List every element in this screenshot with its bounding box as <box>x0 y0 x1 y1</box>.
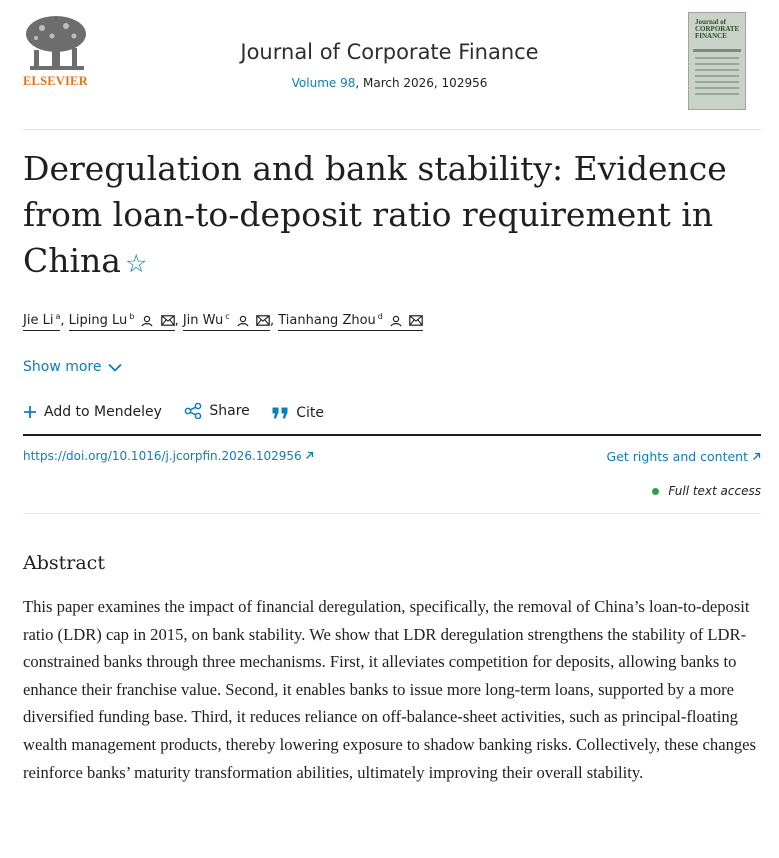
quote-icon <box>272 407 289 419</box>
doi-text: https://doi.org/10.1016/j.jcorpfin.2026.102956 <box>23 449 302 463</box>
external-link-icon <box>305 451 314 460</box>
issue-details: , March 2026, 102956 <box>355 76 488 90</box>
header-divider <box>23 129 761 130</box>
article-actions <box>23 403 342 423</box>
author-affiliation-sup: d <box>377 312 383 321</box>
journal-cover-thumbnail[interactable] <box>688 12 746 110</box>
journal-title[interactable]: Journal of Corporate Finance <box>240 40 539 64</box>
chevron-down-icon <box>108 363 122 372</box>
cover-title: Journal of CORPORATE FINANCE <box>695 18 740 40</box>
cite-label: Cite <box>296 405 325 421</box>
author-name: Jie Li <box>23 313 54 329</box>
article-title <box>23 146 763 287</box>
envelope-icon <box>161 315 175 326</box>
author-list: Jie Li $^a$, Liping Lu $^b$ , Jin Wu $^c$ , Tianhang Zhou $^d$ <box>23 312 423 328</box>
volume-link[interactable]: Volume 98 <box>291 76 356 90</box>
cover-band <box>693 49 741 52</box>
envelope-icon <box>256 315 270 326</box>
author-jin-wu[interactable] <box>183 313 270 331</box>
person-icon <box>237 315 249 327</box>
elsevier-wordmark[interactable]: ELSEVIER <box>23 74 88 88</box>
add-to-mendeley-label: Add to Mendeley <box>44 404 162 420</box>
envelope-icon <box>409 315 423 326</box>
get-rights-text: Get rights and content <box>606 449 749 464</box>
doi-link[interactable] <box>23 449 314 463</box>
actions-divider <box>23 434 761 436</box>
abstract-text: This paper examines the impact of financial deregulation, specifically, the removal of China’s loan-to-deposit ratio (LDR) cap in 2015, on bank stability. We show that LDR deregulation strengthens the stability of LDR-constrained banks through three mechanisms. First, it alleviates competition for deposits, allowing banks to enhance their franchise value. Second, it enables banks to issue more long-term loans, supported by a more diversified funding base. Third, it reduces reliance on off-balance-sheet activities, such as principal-floating wealth management products, thereby lowering exposure to shadow banking risks. Collectively, these changes reinforce banks’ maturity transformation abilities, ultimately improving their overall stability. <box>23 597 757 782</box>
author-tianhang-zhou[interactable] <box>278 313 423 331</box>
show-more-label: Show more <box>23 359 102 375</box>
access-label: Full text access <box>668 484 761 498</box>
author-affiliation-sup: c <box>225 312 230 321</box>
show-more-button[interactable] <box>23 359 122 375</box>
abstract-heading: Abstract <box>23 552 105 574</box>
add-to-mendeley-button[interactable] <box>23 404 162 420</box>
journal-issue-info <box>0 76 779 90</box>
author-jie-li[interactable] <box>23 313 60 331</box>
journal-header <box>0 0 779 130</box>
author-affiliation-sup: a <box>55 312 61 321</box>
star-footnote-icon[interactable]: ☆ <box>125 249 148 278</box>
person-icon <box>390 315 402 327</box>
author-name: Tianhang Zhou <box>278 313 376 329</box>
cover-lines <box>695 57 739 99</box>
plus-icon <box>23 405 37 419</box>
article-title-text: Deregulation and bank stability: Evidence from loan-to-deposit ratio requirement in China <box>23 149 727 280</box>
author-liping-lu[interactable] <box>69 313 175 331</box>
access-status <box>652 484 761 498</box>
get-rights-link[interactable] <box>607 449 761 464</box>
cite-button[interactable] <box>272 405 324 421</box>
share-icon <box>184 403 202 419</box>
share-label: Share <box>209 403 250 419</box>
share-button[interactable] <box>184 403 249 419</box>
author-name: Jin Wu <box>182 313 224 329</box>
person-icon <box>141 315 153 327</box>
author-name: Liping Lu <box>68 313 128 329</box>
abstract-divider <box>23 513 761 514</box>
author-affiliation-sup: b <box>129 312 135 321</box>
external-link-icon <box>752 452 761 461</box>
access-dot-icon <box>652 488 659 495</box>
